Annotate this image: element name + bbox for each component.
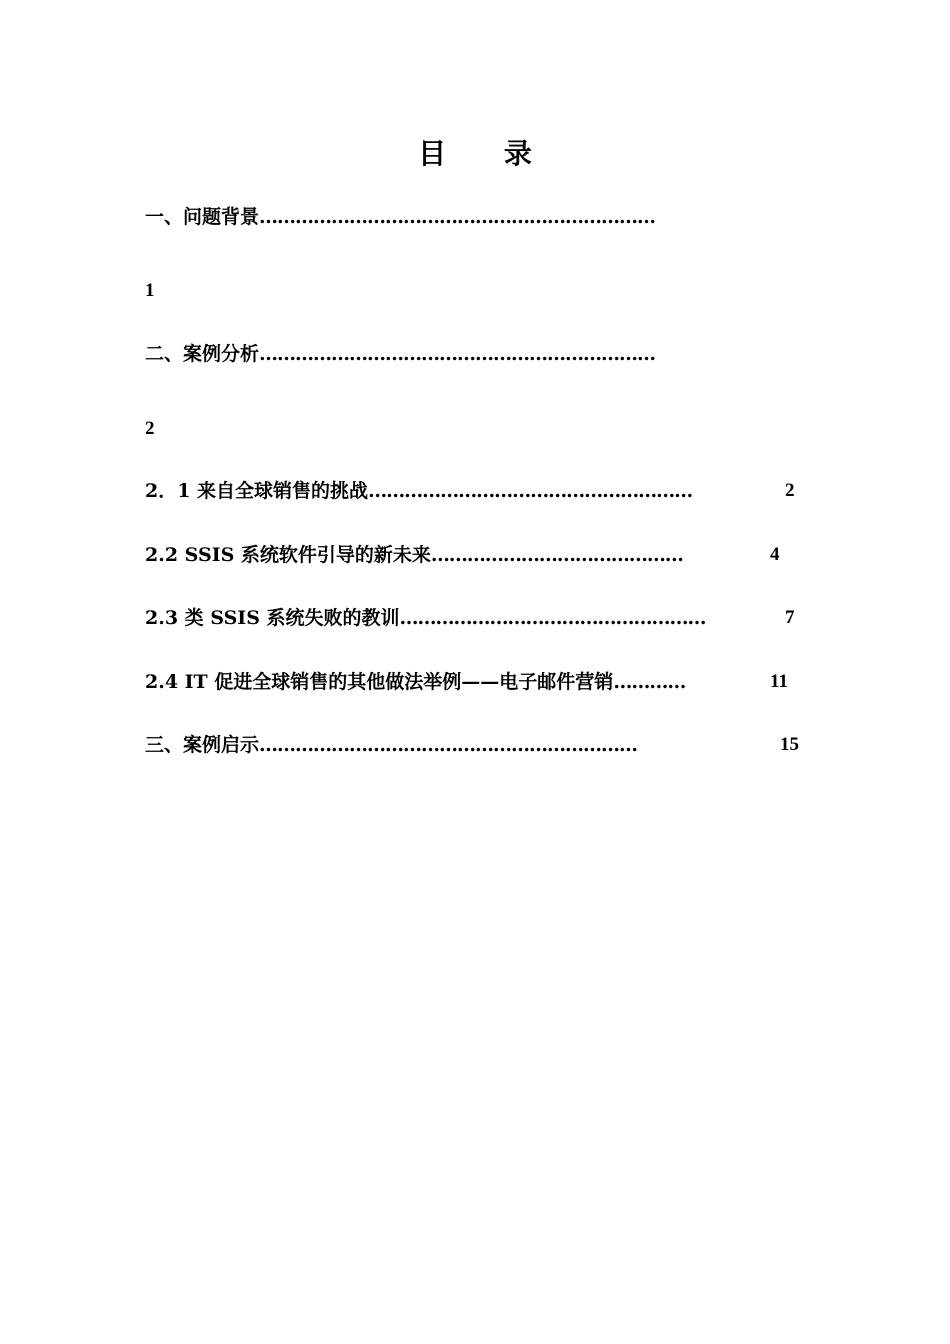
- toc-entry-label: 二、案例分析: [145, 343, 260, 365]
- toc-leader-dots: …………: [613, 671, 686, 693]
- toc-page-number: 1: [145, 280, 155, 301]
- toc-page-number: 4: [770, 544, 780, 565]
- toc-entry-2: [145, 342, 655, 366]
- toc-leader-dots: ……………………………………: [430, 544, 683, 566]
- toc-page-number: 2: [145, 418, 155, 439]
- toc-entry-label: 2．1 来自全球销售的挑战: [145, 480, 369, 502]
- toc-leader-dots: ……………………………………………: [399, 607, 706, 629]
- toc-entry-label: 三、案例启示: [145, 734, 260, 756]
- toc-entry-label: 一、问题背景: [145, 206, 260, 228]
- toc-leader-dots: …………………………………………………………: [259, 206, 656, 228]
- toc-title: 目 录: [418, 137, 556, 170]
- toc-entry-3: [145, 479, 692, 503]
- toc-leader-dots: …………………………………………………………: [259, 343, 656, 365]
- toc-leader-dots: ………………………………………………………: [259, 734, 638, 756]
- toc-page-number: 7: [785, 607, 795, 628]
- toc-entry-label: 2.2 SSIS 系统软件引导的新未来: [145, 544, 431, 566]
- toc-leader-dots: ………………………………………………: [368, 480, 693, 502]
- toc-entry-label: 2.3 类 SSIS 系统失败的教训: [145, 607, 400, 629]
- toc-page-number: 15: [780, 734, 799, 755]
- toc-entry-4: [145, 543, 683, 567]
- toc-page-number: 11: [770, 671, 788, 692]
- toc-entry-6: [145, 670, 685, 694]
- toc-entry-5: [145, 606, 706, 630]
- toc-entry-1: [145, 205, 655, 229]
- toc-entry-7: [145, 733, 637, 757]
- toc-entry-label: 2.4 IT 促进全球销售的其他做法举例——电子邮件营销: [145, 671, 614, 693]
- toc-page-number: 2: [785, 480, 795, 501]
